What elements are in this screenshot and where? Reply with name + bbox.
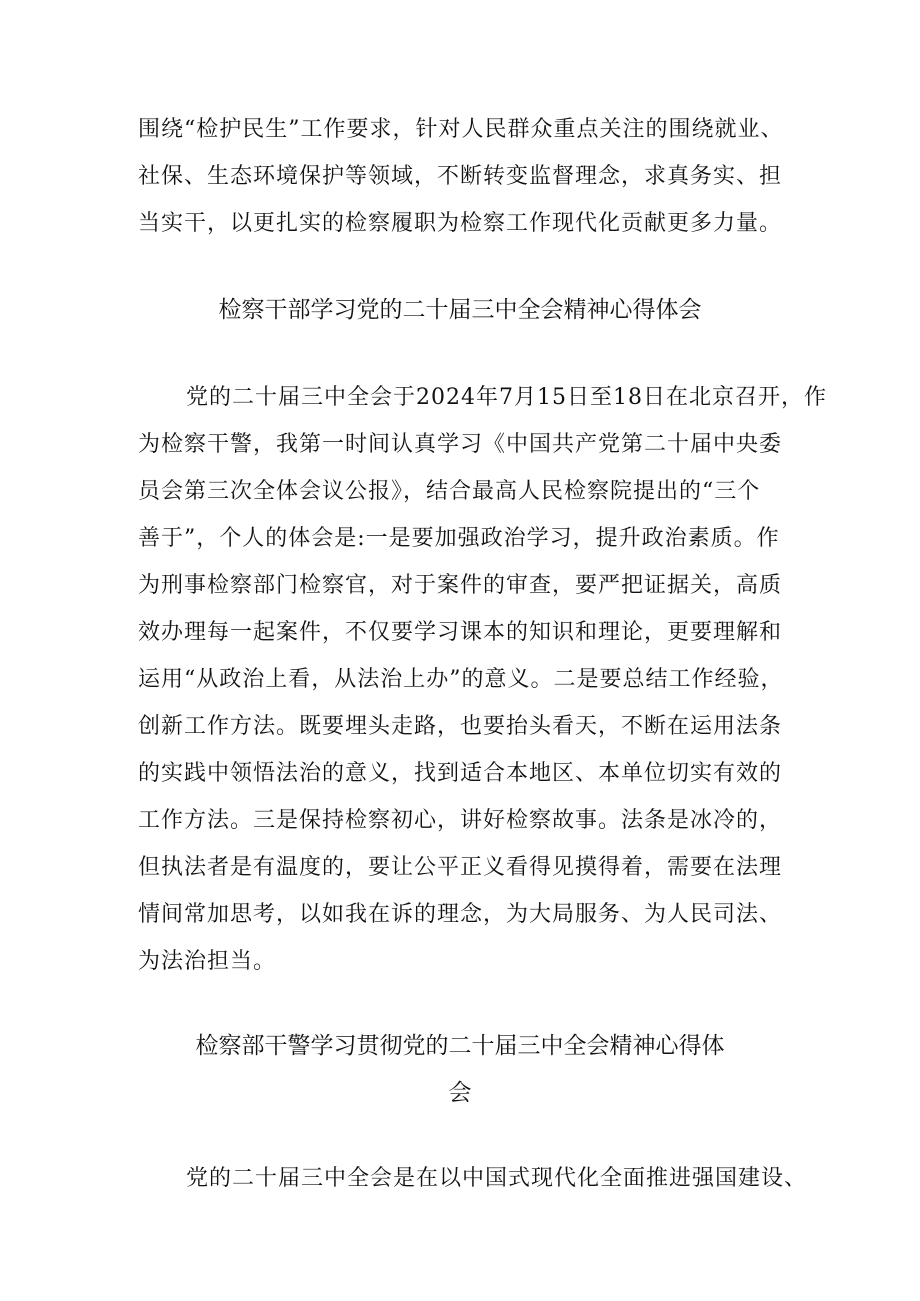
article1-line-10: 工作方法。三是保持检察初心，讲好检察故事。法条是冰冷的， <box>138 808 783 833</box>
intro-line-2: 社保、生态环境保护等领域，不断转变监督理念，求真务实、担 <box>138 164 783 189</box>
article1-line-4: 善于”，个人的体会是:一是要加强政治学习，提升政治素质。作 <box>138 526 780 551</box>
article1-line-6: 效办理每一起案件，不仅要学习课本的知识和理论，更要理解和 <box>138 620 783 645</box>
article1-line-13: 为法治担当。 <box>138 949 277 974</box>
article2-title-line-2: 会 <box>448 1080 472 1106</box>
article1-line-3: 员会第三次全体会议公报》，结合最高人民检察院提出的“三个 <box>138 479 761 504</box>
article1-line-11: 但执法者是有温度的，要让公平正义看得见摸得着，需要在法理 <box>138 855 783 880</box>
article1-line-9: 的实践中领悟法治的意义，找到适合本地区、本单位切实有效的 <box>138 761 783 786</box>
article1-line-7: 运用“从政治上看，从法治上办”的意义。二是要总结工作经验， <box>138 667 784 692</box>
article1-line-12: 情间常加思考，以如我在诉的理念，为大局服务、为人民司法、 <box>138 902 783 927</box>
intro-line-3: 当实干，以更扎实的检察履职为检察工作现代化贡献更多力量。 <box>138 211 783 236</box>
article2-line-1: 党的二十届三中全会是在以中国式现代化全面推进强国建设、 <box>186 1166 808 1191</box>
intro-line-1: 围绕“检护民生”工作要求，针对人民群众重点关注的围绕就业、 <box>138 117 784 142</box>
article1-title: 检察干部学习党的二十届三中全会精神心得体会 <box>218 297 702 323</box>
article1-line-5: 为刑事检察部门检察官，对于案件的审查，要严把证据关，高质 <box>138 573 783 598</box>
article1-line-2: 为检察干警，我第一时间认真学习《中国共产党第二十届中央委 <box>138 432 783 457</box>
article1-line-8: 创新工作方法。既要埋头走路，也要抬头看天，不断在运用法条 <box>138 714 783 739</box>
article1-line-1: 党的二十届三中全会于2024年7月15日至18日在北京召开，作 <box>186 385 827 410</box>
article2-title-line-1: 检察部干警学习贯彻党的二十届三中全会精神心得体 <box>195 1033 725 1059</box>
